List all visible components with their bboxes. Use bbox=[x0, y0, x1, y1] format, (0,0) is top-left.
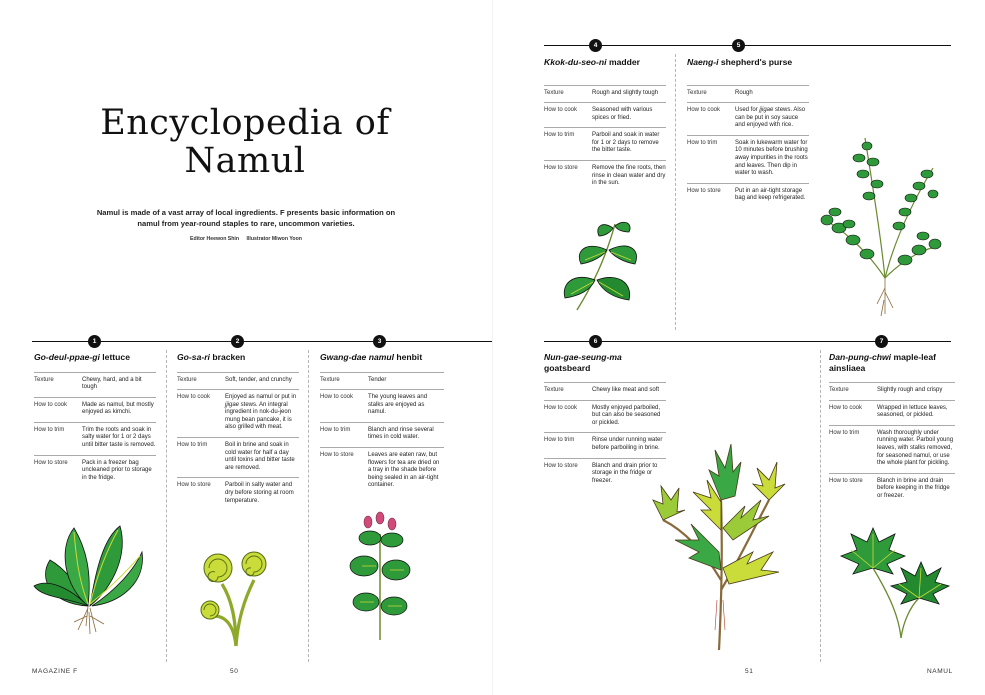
row-label: How to store bbox=[544, 165, 578, 172]
row-value bbox=[735, 107, 809, 130]
info-row-texture bbox=[177, 372, 299, 390]
cook-text-emphasis: jjigae bbox=[225, 401, 240, 408]
info-row-trim bbox=[544, 432, 666, 457]
page-title bbox=[60, 104, 430, 180]
row-label: How to store bbox=[177, 482, 211, 489]
info-table bbox=[34, 372, 156, 488]
entry-badge-3: 3 bbox=[373, 335, 386, 348]
row-label: How to store bbox=[34, 459, 68, 466]
info-table bbox=[829, 382, 955, 506]
column-divider bbox=[820, 350, 821, 662]
korean-name: Kkok-du-seo-ni bbox=[544, 57, 607, 67]
row-value: Slightly rough and crispy bbox=[877, 387, 943, 393]
korean-name: Nun-gae-seung-ma bbox=[544, 352, 622, 362]
row-label: How to cook bbox=[829, 404, 863, 411]
row-value: Soft, tender, and crunchy bbox=[225, 376, 292, 383]
entry-title bbox=[177, 352, 299, 363]
info-row-store bbox=[320, 447, 444, 495]
row-label: How to cook bbox=[544, 107, 578, 114]
entry-badge-5: 5 bbox=[732, 39, 745, 52]
entry-henbit bbox=[320, 352, 444, 495]
info-table bbox=[177, 372, 299, 511]
info-row-store bbox=[34, 455, 156, 488]
entry-title bbox=[34, 352, 156, 363]
info-row-texture bbox=[320, 372, 444, 390]
row-label: Texture bbox=[320, 376, 340, 383]
info-row-store bbox=[687, 183, 809, 208]
lettuce-illustration bbox=[30, 508, 150, 638]
entry-lettuce bbox=[34, 352, 156, 487]
row-label: How to trim bbox=[544, 437, 575, 444]
title-line-1: Encyclopedia of bbox=[100, 103, 390, 143]
row-label: How to trim bbox=[829, 429, 860, 436]
row-value: Rough and slightly tough bbox=[592, 89, 659, 96]
info-row-texture bbox=[544, 382, 666, 400]
row-value: Rough bbox=[735, 89, 753, 96]
row-label: How to cook bbox=[544, 404, 578, 411]
row-label: Texture bbox=[544, 89, 564, 96]
row-value: Parboil in salty water and dry before storing at room temperature. bbox=[225, 482, 294, 504]
english-name: henbit bbox=[396, 352, 423, 362]
info-row-cook bbox=[829, 400, 955, 425]
row-value: Pack in a freezer bag uncleaned prior to storage in the fridge. bbox=[82, 459, 152, 481]
folio-section: NAMUL bbox=[927, 668, 953, 675]
entry-title bbox=[687, 57, 809, 68]
info-row-trim bbox=[544, 127, 666, 160]
info-row-store bbox=[177, 477, 299, 510]
row-value: Wrapped in lettuce leaves, seasoned, or pickled. bbox=[877, 404, 948, 419]
entry-badge-2: 2 bbox=[231, 335, 244, 348]
info-row-texture bbox=[34, 372, 156, 397]
section-rule-top bbox=[544, 45, 951, 46]
row-label: How to trim bbox=[320, 426, 351, 433]
info-table bbox=[544, 382, 666, 490]
cook-text-part: stews. An integral ingredient in nok-du-jeon mung bean pancake, it is also grilled with meat. bbox=[225, 401, 292, 431]
cook-text-part: stews. Also can be put in soy sauce and enjoyed with rice. bbox=[735, 107, 806, 129]
row-value: Made as namul, but mostly enjoyed as kimchi. bbox=[82, 401, 154, 416]
row-value: Wash thoroughly under running water. Parboil young leaves, with stalks removed, for seasoned namul, or use the whole plant for pickling. bbox=[877, 429, 954, 467]
info-row-trim bbox=[34, 422, 156, 455]
credits bbox=[86, 236, 406, 242]
row-label: Texture bbox=[177, 376, 197, 383]
row-value: Blanch and drain prior to storage in the fridge or freezer. bbox=[592, 462, 658, 484]
korean-name: Naeng-i bbox=[687, 57, 719, 67]
title-line-2: Namul bbox=[184, 141, 306, 181]
row-value bbox=[225, 394, 299, 432]
row-value: Parboil and soak in water for 1 or 2 days to remove the bitter taste. bbox=[592, 132, 660, 154]
entry-badge-4: 4 bbox=[589, 39, 602, 52]
row-label: How to store bbox=[544, 462, 578, 469]
entry-title bbox=[544, 352, 666, 373]
info-row-cook bbox=[34, 397, 156, 422]
shepherds-purse-illustration bbox=[815, 128, 945, 318]
henbit-illustration bbox=[346, 512, 416, 642]
entry-madder bbox=[544, 57, 666, 193]
korean-name: Go-sa-ri bbox=[177, 352, 210, 362]
row-label: Texture bbox=[829, 387, 849, 393]
row-label: How to cook bbox=[34, 401, 68, 408]
info-row-cook bbox=[544, 102, 666, 127]
cook-text-emphasis: jjigae bbox=[759, 107, 774, 114]
info-row-cook bbox=[320, 389, 444, 422]
entry-goatsbeard bbox=[544, 352, 666, 490]
row-label: How to trim bbox=[34, 426, 65, 433]
english-name: lettuce bbox=[102, 352, 130, 362]
info-row-trim bbox=[177, 437, 299, 477]
info-row-trim bbox=[829, 425, 955, 473]
cook-text-part: Used for bbox=[735, 107, 760, 114]
row-value: The young leaves and stalks are enjoyed as namul. bbox=[368, 394, 428, 416]
row-label: How to cook bbox=[687, 107, 721, 114]
row-value: Put in an air-tight storage bag and keep refrigerated. bbox=[735, 187, 806, 202]
row-value: Boil in brine and soak in cold water for half a day until toxins and bitter taste are removed. bbox=[225, 442, 295, 471]
row-label: How to cook bbox=[320, 394, 354, 401]
row-value: Rinse under running water before parboiling in brine. bbox=[592, 437, 663, 451]
bracken-illustration bbox=[196, 530, 276, 648]
info-row-texture bbox=[544, 85, 666, 103]
page-number-right: 51 bbox=[745, 668, 754, 675]
entry-title bbox=[320, 352, 444, 363]
info-row-cook bbox=[687, 102, 809, 135]
row-label: How to trim bbox=[177, 442, 208, 449]
info-table bbox=[320, 372, 444, 496]
column-divider bbox=[308, 350, 309, 662]
column-divider bbox=[166, 350, 167, 662]
entry-badge-6: 6 bbox=[589, 335, 602, 348]
info-row-texture bbox=[829, 382, 955, 400]
row-label: Texture bbox=[544, 387, 564, 393]
entry-badge-7: 7 bbox=[875, 335, 888, 348]
korean-name: Gwang-dae namul bbox=[320, 352, 395, 362]
left-page bbox=[0, 0, 492, 695]
info-table bbox=[687, 85, 809, 209]
english-name: bracken bbox=[212, 352, 246, 362]
right-page bbox=[493, 0, 985, 695]
english-name: goatsbeard bbox=[544, 362, 591, 373]
info-row-trim bbox=[687, 135, 809, 183]
row-value: Seasoned with various spices or fried. bbox=[592, 107, 653, 121]
row-value: Leaves are eaten raw, but flowers for tea are dried on a tray in the shade before being sealed in an air-tight container. bbox=[368, 452, 440, 489]
entry-badge-1: 1 bbox=[88, 335, 101, 348]
folio-magazine: MAGAZINE F bbox=[32, 668, 78, 675]
row-value: Blanch and rinse several times in cold water. bbox=[368, 426, 434, 441]
section-rule-bottom bbox=[544, 341, 951, 342]
info-row-store bbox=[544, 160, 666, 193]
info-table bbox=[544, 85, 666, 193]
row-label: How to cook bbox=[177, 394, 211, 401]
entry-title bbox=[829, 352, 955, 373]
row-value: Trim the roots and soak in salty water for 1 or 2 days until bitter taste is removed. bbox=[82, 426, 156, 449]
goatsbeard-illustration bbox=[649, 440, 789, 652]
row-value: Chewy, hard, and a bit tough bbox=[82, 376, 142, 391]
info-row-cook bbox=[544, 400, 666, 433]
korean-name: Go-deul-ppae-gi bbox=[34, 352, 100, 362]
english-name: madder bbox=[608, 57, 640, 67]
row-label: Texture bbox=[34, 376, 54, 383]
english-name: shepherd's purse bbox=[720, 57, 793, 67]
intro-paragraph: Namul is made of a vast array of local ingredients. F presents basic information on namul from year-round staples to rare, uncommon varieties. bbox=[96, 208, 396, 228]
info-row-cook bbox=[177, 389, 299, 437]
info-row-texture bbox=[687, 85, 809, 103]
info-row-store bbox=[829, 473, 955, 506]
row-value: Remove the fine roots, then rinse in clean water and dry in the sun. bbox=[592, 165, 666, 187]
info-row-trim bbox=[320, 422, 444, 447]
row-label: How to store bbox=[829, 477, 863, 484]
korean-name: Dan-pung-chwi bbox=[829, 352, 892, 362]
entry-bracken bbox=[177, 352, 299, 510]
entry-title bbox=[544, 57, 666, 68]
row-label: Texture bbox=[687, 89, 707, 96]
cook-text-part: Enjoyed as namul or put in bbox=[225, 394, 297, 401]
english-name: maple-leaf ainsliaea bbox=[829, 352, 936, 373]
entry-shepherds-purse bbox=[687, 57, 809, 208]
illustrator-credit: Illustrator Miwon Yoon bbox=[246, 236, 302, 242]
row-value: Blanch in brine and drain before keeping in the fridge or freezer. bbox=[877, 477, 950, 499]
page-number-left: 50 bbox=[230, 668, 239, 675]
row-value: Mostly enjoyed parboiled, but can also be seasoned or pickled. bbox=[592, 404, 661, 426]
row-label: How to trim bbox=[687, 139, 718, 146]
row-value: Tender bbox=[368, 376, 387, 383]
maple-leaf-illustration bbox=[839, 528, 949, 640]
section-rule-left bbox=[32, 341, 492, 342]
madder-illustration bbox=[555, 214, 655, 314]
entry-maple-leaf-ainsliaea bbox=[829, 352, 955, 506]
column-divider bbox=[675, 54, 676, 330]
editor-credit: Editor Heewon Shin bbox=[190, 236, 240, 242]
row-label: How to store bbox=[687, 187, 721, 194]
row-value: Soak in lukewarm water for 10 minutes before brushing away impurities in the roots and leaves. Then dip in water to wash. bbox=[735, 139, 808, 177]
info-row-store bbox=[544, 458, 666, 491]
row-value: Chewy like meat and soft bbox=[592, 387, 660, 393]
row-label: How to store bbox=[320, 452, 354, 459]
row-label: How to trim bbox=[544, 132, 575, 139]
